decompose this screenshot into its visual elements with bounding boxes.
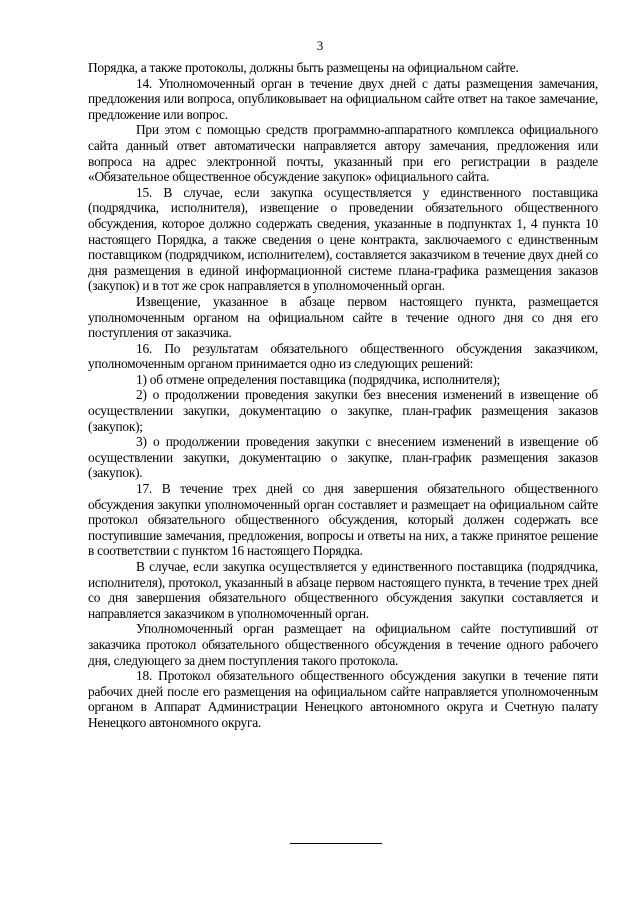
paragraph-item-15: 15. В случае, если закупка осуществляется у единственного поставщика (подрядчика, исполнителя), извещение о проведении обязательного общественного обсуждения, которое должно содержать сведения, указанные в подпунктах 1, 4 пункта 10 настоящего Порядка, а также сведения о цене контракта, заключаемого с единственным поставщиком (подрядчиком, исполнителем), составляется заказчиком в течение двух дней со дня размещения в единой информационной системе плана-графика размещения заказов (закупок) и в тот же срок направляется в уполномоченный орган. (88, 184, 598, 294)
paragraph-item-16: 16. По результатам обязательного общественного обсуждения заказчиком, уполномоченным органом принимается одно из следующих решений: (88, 340, 598, 372)
paragraph-item-14: 14. Уполномоченный орган в течение двух дней с даты размещения замечания, предложения или вопроса, опубликовывает на официальном сайте ответ на такое замечание, предложение или вопрос. (88, 75, 598, 122)
page-number: 3 (316, 38, 324, 53)
paragraph-item-17-note-2: Уполномоченный орган размещает на официальном сайте поступивший от заказчика протокол обязательного общественного обсуждения в течение одного рабочего дня, следующего за днем поступления такого протокола. (88, 621, 598, 668)
end-divider-line (290, 843, 382, 844)
paragraph-item-14-note: При этом с помощью средств программно-аппаратного комплекса официального сайта данный ответ автоматически направляется автору замечания, предложения или вопроса на адрес электронной почты, указанный при его регистрации в разделе «Обязательное общественное обсуждение закупок» официального сайта. (88, 122, 598, 185)
paragraph-item-15-note: Извещение, указанное в абзаце первом настоящего пункта, размещается уполномоченным органом на официальном сайте в течение одного дня со дня его поступления от заказчика. (88, 293, 598, 341)
paragraph-continuation: Порядка, а также протоколы, должны быть размещены на официальном сайте. (88, 60, 519, 75)
paragraph-item-16-option-2: 2) о продолжении проведения закупки без внесения изменений в извещение об осуществлении закупки, документацию о закупке, план-график размещения заказов (закупок); (88, 387, 598, 434)
paragraph-item-17: 17. В течение трех дней со дня завершения обязательного общественного обсуждения закупки уполномоченный орган составляет и размещает на официальном сайте протокол обязательного общественного обсуждения, который должен содержать все поступившие замечания, предложения, вопросы и ответы на них, а также принятое решение в соответствии с пунктом 16 настоящего Порядка. (88, 481, 598, 559)
paragraph-item-16-option-1: 1) об отмене определения поставщика (подрядчика, исполнителя); (136, 371, 501, 387)
document-body (88, 60, 598, 731)
paragraph-item-18: 18. Протокол обязательного общественного обсуждения закупки в течение пяти рабочих дней после его размещения на официальном сайте направляется уполномоченным органом в Аппарат Администрации Ненецкого автономного округа и Счетную палату Ненецкого автономного округа. (88, 668, 598, 730)
paragraph-item-17-note-1: В случае, если закупка осуществляется у единственного поставщика (подрядчика, исполнителя), протокол, указанный в абзаце первом настоящего пункта, в течение трех дней со дня завершения обязательного общественного обсуждения закупки составляется и направляется заказчиком в уполномоченный орган. (88, 559, 598, 621)
paragraph-item-16-option-3: 3) о продолжении проведения закупки с внесением изменений в извещение об осуществлении закупки, документацию о закупке, план-график размещения заказов (закупок). (88, 434, 598, 481)
